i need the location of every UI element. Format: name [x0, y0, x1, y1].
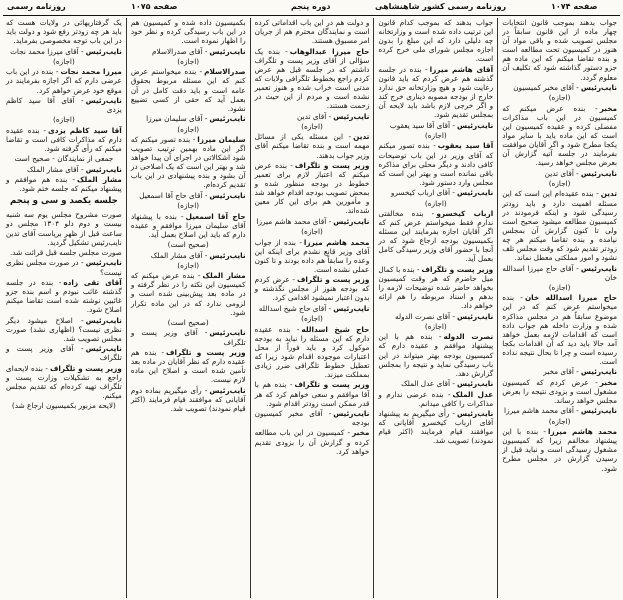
procedural-note: (لایحه مزبور بکمیسیون ارجاع شد) — [11, 401, 116, 411]
speech-text: - رأی میگیریم به پیشنهاد آقای ارباب کیخسرو آقایانی که موافقند قیام فرمایند (اکثر قیام نمودند) تصویب شد. — [378, 409, 494, 446]
session-heading: جلسه یکصد و سی و پنجم — [10, 196, 118, 207]
speech-text: - رأی میگیریم بماده دوم آقایانی که موافقند قیام فرمایند (اکثر قیام نمودند) تصویب شد. — [130, 385, 246, 413]
speech-text: - آقای حاج شیخ اسدالله — [258, 303, 332, 313]
speech-text: - بنده میخواستم عرض کنم که این مسئله مربوط بحقوق عامه است و باید دقت کامل در آن بعمل آید که حقی از کسی تضییع نشود. — [130, 67, 246, 113]
speech-entry — [255, 380, 370, 407]
speaker-name: عدل الملک — [452, 389, 494, 399]
speech-entry — [255, 325, 370, 380]
procedural-note: (صحیح است) — [167, 318, 209, 328]
speech-text: - آقای مخبر کمیسیون بودجه — [254, 409, 370, 428]
speaker-name: نایب‌رئیس — [209, 46, 246, 56]
speech-text: - بنده در این باب عرضی دارم که اگر اجازه بفرمایند در موقع خود عرض خواهم کرد. — [6, 67, 122, 95]
page-column — [2, 18, 126, 598]
speaker-name: نایب‌رئیس — [580, 406, 617, 416]
speech-entry — [255, 428, 370, 455]
procedural-note: (اجازه) — [53, 115, 75, 125]
speaker-name: نایب‌رئیس — [209, 250, 246, 260]
speaker-name: مخبر — [599, 103, 617, 113]
speech-entry — [255, 304, 370, 313]
speech-text: - آقای حاج میرزا اسدالله خان — [502, 263, 617, 282]
speaker-name: نایب‌رئیس — [209, 114, 246, 124]
speech-text: - بنده هم با آقا موافقم و سعی خواهم کرد که هر قدر ممکن است زودتر اقدام شود. — [254, 380, 370, 408]
procedural-note: (صحیح است) — [167, 240, 209, 250]
procedural-note: جمعی از نمایندگان - صحیح است — [14, 154, 114, 164]
speech-entry — [502, 104, 617, 168]
speech-text: - آقای ارباب کیخسرو — [390, 188, 456, 198]
speech-entry — [255, 47, 370, 111]
speech-entry — [255, 238, 370, 274]
speech-text: - بنده هم موافقم و پیشنهاد میکنم که جلسه ختم شود. — [6, 175, 122, 194]
speaker-name: حاج میرزا اسدالله خان — [524, 293, 617, 303]
speaker-name: نایب‌رئیس — [85, 164, 122, 174]
speaker-name: محمد هاشم میرزا — [303, 237, 370, 247]
procedural-note: (اجازه) — [177, 201, 200, 211]
speech-text: - بنده عرضی ندارم و مذاکرات را کافی میدانم. — [378, 389, 494, 408]
speech-text: - آقای محمد هاشم میرزا — [504, 406, 579, 416]
paragraph: بکمیسیون داده شده و کمیسیون هم در این باب رسیدگی کرده و نظر خود را اظهار نموده است. — [130, 18, 246, 46]
speech-entry — [6, 258, 122, 276]
speech-entry — [378, 390, 493, 408]
speaker-name: نایب‌رئیس — [209, 385, 246, 395]
speaker-name: میرزا محمد نجات — [60, 67, 122, 77]
speech-entry — [378, 141, 493, 186]
speaker-name: مخبر — [599, 377, 617, 387]
speech-text: - بنده یک سؤالی از آقای وزیر پست و تلگراف داشتم که در جلسه قبل هم عرض کردم راجع بخطوط تلگرافی ولایات که مدتی است خراب شده و هنوز تعمیر نشده است و مردم از این حیث در زحمت هستند. — [254, 46, 370, 111]
speech-entry — [378, 188, 493, 197]
speech-text: - در صورت مجلس نظری نیست؟ — [6, 258, 122, 277]
speaker-name: آقا سید یعقوب — [437, 141, 494, 151]
speech-entry — [502, 427, 617, 472]
speech-entry — [378, 312, 493, 321]
page-column — [497, 18, 621, 598]
speaker-name: تدین — [353, 132, 370, 142]
speech-text: - آقای آقا سید کاظم یزدی — [6, 95, 122, 115]
speech-text: - بنده عرض میکنم که کمیسیون در این باب مذاکرات مفصلی کرده و عقیده کمیسیون این است که این ماده باید با سایر مواد یکجا مطرح شود و اگر آقایان موافقت بفرمایند در جلسه آتیه گزارش آن بعرض مجلس خواهد رسید. — [502, 103, 617, 168]
speaker-name: نایب‌رئیس — [580, 82, 617, 92]
speech-entry — [502, 406, 617, 415]
speech-text: - بنده تصور میکنم که آقای وزیر در این باب توضیحات کافی دادند و دیگر محلی برای مذاکره باقی نمانده است و بهتر این است که مجلس وارد دستور شود. — [378, 141, 494, 187]
speech-entry — [378, 332, 493, 377]
speech-entry — [131, 135, 246, 190]
speech-text: - بنده با کمال میل حاضرم که هر وقت کمیسیون بخواهد حاضر شده توضیحات لازمه را بدهم و اسناد مربوطه را هم ارائه خواهم داد. — [378, 264, 494, 311]
speech-text: - آقای مخبر کمیسیون — [513, 82, 579, 92]
page-column — [373, 18, 497, 598]
speech-text: - بنده عقیده‌ام این است که این مسئله اهمیت دارد و باید زودتر رسیدگی شود و اینکه فرمودند در کمیسیون مطالعه میشود صحیح است ولی تا کنون گزارش آن بمجلس نیامده و بنده تقاضا میکنم هر چه زودتر تقدیم شود که وقت مجلس تلف نشود و امور مملکتی معطل نماند. — [502, 189, 617, 263]
speech-entry — [6, 175, 122, 193]
speech-entry — [502, 189, 617, 262]
speech-entry — [502, 264, 617, 282]
procedural-note: (اجازه) — [177, 260, 200, 270]
procedural-note: (اجازه) — [424, 198, 447, 208]
speech-entry — [131, 114, 246, 123]
speaker-name: حاج میرزا عبدالوهاب — [289, 46, 370, 56]
speaker-name: نایب‌رئیس — [457, 120, 494, 130]
page-column — [250, 18, 374, 598]
speech-entry — [6, 364, 122, 400]
procedural-note: (اجازه) — [548, 93, 571, 103]
speaker-name: نایب‌رئیس — [85, 46, 122, 56]
speech-entry — [131, 251, 246, 260]
masthead-newspaper-title: روزنامه رسمی کشور شاهنشاهی — [375, 2, 507, 11]
masthead-right-page-number: صفحه ۱۰۷۴ — [551, 2, 598, 11]
speech-entry — [502, 367, 617, 376]
paragraph: جواب بدهند که بموجب کدام قانون این ترتیب داده شده است و وزارتخانه چه دلیلی دارد که این مبلغ را بدون اجازه مجلس شورای ملی خرج کرده است. — [378, 18, 494, 64]
speaker-name: نایب‌رئیس — [333, 303, 370, 313]
speech-text: - آقای آقا سید یعقوب — [389, 120, 456, 130]
speech-text: - بنده عرض میکنم که اعتبار لازم برای تعمیر خطوط در بودجه منظور شده و بمحض تصویب بودجه اقدام خواهد شد و مأمورین هم برای این کار معین شده‌اند. — [254, 160, 370, 216]
speech-text: - آقای تدین — [297, 111, 332, 121]
speech-text: - آقای میرزا محمد نجات — [10, 46, 84, 56]
speech-text: - بنده عقیده دارم که این مسئله را نباید به بودجه موکول کرد و باید فوراً از محل اعتبارات موجوده اقدام شود زیرا که تعطیل خطوط تلگرافی ضرر زیادی بمملکت میزند. — [254, 324, 370, 380]
speech-text: - آقای تدین — [544, 168, 579, 178]
procedural-note: (اجازه) — [177, 124, 200, 134]
procedural-note: (اجازه) — [301, 314, 323, 324]
speech-text: - بنده عقیده دارم که مذاکرات کافی است و تقاضا میکنم که رأی گرفته شود. — [6, 125, 122, 153]
speech-entry — [378, 409, 493, 445]
speech-entry — [6, 344, 122, 362]
speaker-name: وزیر پست و تلگراف — [49, 363, 122, 373]
speech-text: - بنده عرض میکنم که کمیسیون این نکته را در نظر گرفته و در ماده بعد پیش‌بینی شده است و لزومی ندارد که در این ماده تکرار شود. — [130, 271, 246, 317]
paragraph: جواب بدهند بموجب قانون انتخابات چهار ماده از این قانون سابقاً در مجلس تصویب شده و باقی مواد آن هنوز در کمیسیون تحت مطالعه است و بنده تقاضا میکنم که این ماده هم جزو دستور گذاشته شود که تکلیف آن معلوم گردد. — [502, 18, 617, 82]
speaker-name: محمد هاشم میرزا — [547, 427, 617, 437]
speaker-name: مشار الملک — [202, 271, 246, 281]
speech-text: - آقای مشار الملک — [150, 250, 208, 260]
speech-entry — [6, 316, 122, 343]
speaker-name: تدین — [600, 189, 617, 199]
speech-entry — [6, 67, 122, 94]
speech-text: - آقای مخبر — [543, 367, 579, 377]
speech-text: - بنده مخالفتی ندارم فقط میخواستم عرض کنم که اگر آقایان اجازه بفرمایند این مسئله بکمیسیون بودجه ارجاع شود که در آنجا با حضور آقای وزیر رسیدگی کامل بعمل آید. — [378, 208, 494, 264]
speech-text: - بنده هم با این پیشنهاد موافقم و عقیده دارم که کمیسیون بودجه بهتر میتواند در این باب رسیدگی نماید و نتیجه را بمجلس گزارش دهد. — [378, 332, 494, 378]
speech-entry — [131, 271, 246, 316]
speech-entry — [6, 278, 122, 314]
speech-entry — [255, 409, 370, 427]
speech-entry — [255, 112, 370, 121]
procedural-note: (اجازه) — [301, 227, 323, 237]
speaker-name: وزیر پست و تلگراف — [166, 347, 246, 357]
speech-text: - کمیسیون در این باب مطالعه کرده و گزارش آن را بزودی تقدیم خواهد کرد. — [254, 428, 370, 456]
speech-entry — [502, 169, 617, 178]
paragraph: و دولت هم در این باب اقداماتی کرده است و نمایندگان محترم هم از جریان امر مسبوق هستند. — [254, 18, 370, 46]
speaker-name: نایب‌رئیس — [580, 263, 617, 273]
speaker-name: آقای هاشم میرزا — [429, 64, 494, 74]
speech-entry — [378, 379, 493, 388]
speech-entry — [502, 83, 617, 92]
speech-entry — [378, 121, 493, 130]
speech-text: - آقای وزیر پست و تلگراف — [130, 328, 246, 347]
speech-entry — [131, 328, 246, 346]
masthead-left-page-number: صفحه ۱۰۷۵ — [131, 2, 178, 11]
procedural-note: (اجازه) — [548, 179, 571, 189]
speaker-name: صدرالاسلام — [204, 67, 246, 77]
speech-text: - بنده لایحه‌ای راجع به تشکیلات وزارت پست و تلگراف تهیه کرده‌ام که تقدیم مجلس میکنم. — [6, 363, 122, 400]
masthead-period: دوره پنجم — [291, 2, 331, 11]
speaker-name: حاج شیخ اسدالله — [301, 324, 370, 334]
speech-entry — [6, 165, 122, 174]
speech-text: - بنده با پیشنهاد آقای سلیمان میرزا موافقم و عقیده دارم که باید این اصلاح بعمل آید. — [130, 211, 246, 239]
speech-entry — [378, 65, 493, 120]
speech-entry — [502, 293, 617, 366]
speech-entry — [131, 386, 246, 413]
speech-entry — [6, 96, 122, 114]
procedural-note: (اجازه) — [548, 283, 571, 292]
speaker-name: نایب‌رئیس — [580, 168, 617, 178]
speech-text: - آقای صدرالاسلام — [151, 46, 208, 56]
procedural-note: (اجازه) — [424, 131, 447, 141]
procedural-note: (اجازه) — [424, 321, 447, 331]
speaker-name: نایب‌رئیس — [457, 379, 494, 389]
speech-entry — [378, 209, 493, 264]
speech-text: - بنده میخواستم عرض کنم که در این موضوع سابقاً هم در مجلس مذاکره شده و وزارت داخله هم جواب داده است که اقدامات لازمه بعمل خواهد آمد حالا باید دید که آن اقدامات بکجا رسیده است و چرا تا بحال نتیجه نداده است. — [502, 293, 617, 367]
speech-entry — [131, 348, 246, 384]
speech-text: - آقای نصرت الدوله — [394, 311, 456, 321]
speech-text: - بنده از جواب آقای وزیر قانع نشدم برای اینکه این وعده را سابقاً هم داده بودند و تا کنون عملی نشده است. — [254, 237, 370, 274]
speaker-name: مشار الملک — [76, 175, 122, 185]
speech-text: - آقای عدل الملک — [401, 379, 456, 389]
speaker-name: نایب‌رئیس — [85, 258, 122, 268]
speaker-name: نایب‌رئیس — [580, 367, 617, 377]
paragraph: صورت مجلس جلسه قبل قرائت شد. — [9, 248, 122, 258]
procedural-note: (اجازه) — [53, 56, 75, 66]
speaker-name: نایب‌رئیس — [209, 328, 246, 338]
speaker-name: ارباب کیخسرو — [436, 208, 494, 218]
speaker-name: نایب‌رئیس — [457, 311, 494, 321]
speech-text: - بنده با این پیشنهاد مخالفم زیرا که کمیسیون مشغول رسیدگی است و نباید قبل از رسیدن گزارش در مجلس مطرح شود. — [502, 427, 617, 473]
speech-entry — [502, 378, 617, 405]
page-column — [126, 18, 250, 598]
speech-entry — [131, 212, 246, 239]
speech-entry — [255, 275, 370, 302]
masthead-left-title: روزنامه رسمی — [7, 2, 66, 11]
speech-text: - بنده تصور میکنم که اگر این ماده بهمین ترتیب تصویب شود اشکالاتی در اجرای آن پیدا خواهد شد و بهتر این است که یک اصلاحی در آن بشود و بنده پیشنهادی در این باب تقدیم کرده‌ام. — [130, 134, 246, 190]
speech-entry — [378, 265, 493, 310]
speaker-name: نایب‌رئیس — [209, 190, 246, 200]
procedural-note: (اجازه) — [301, 121, 323, 131]
speaker-name: مخبر — [352, 428, 370, 438]
speaker-name: سلیمان میرزا — [197, 134, 246, 144]
speech-text: - آقای مشار الملک — [27, 164, 84, 174]
speech-text: - عرض کردم که بودجه هنوز از مجلس نگذشته و بدون اعتبار نمیشود اقدامی کرد. — [254, 275, 370, 303]
speech-text: - عرض کردم که کمیسیون مشغول است و بزودی نتیجه را بعرض مجلس خواهد رساند. — [502, 377, 617, 406]
speech-entry — [6, 126, 122, 153]
speaker-name: نایب‌رئیس — [333, 111, 370, 121]
speech-entry — [131, 67, 246, 112]
speech-entry — [131, 47, 246, 56]
speaker-name: نایب‌رئیس — [333, 409, 370, 418]
speech-text: - این مسئله یکی از مسائل مهمه است و بنده تقاضا میکنم آقای وزیر جواب بدهند. — [254, 132, 370, 160]
speech-text: - آقای وزیر پست و تلگراف — [6, 344, 122, 363]
speech-text: - آقای حاج آقا اسمعیل — [139, 190, 208, 200]
speech-text: - آقای سلیمان میرزا — [146, 114, 208, 124]
speech-entry — [255, 161, 370, 216]
speech-entry — [131, 191, 246, 200]
paragraph: یک گرفتاریهائی در ولایات هست که باید هر چه زودتر رفع شود و دولت باید در این باب توجه مخصوصی بفرماید. — [6, 18, 122, 46]
speech-text: - بنده هم عقیده دارم که نظر آقایان در ماده بعد تأمین شده است و اصلاح این ماده لازم نیست. — [130, 347, 246, 385]
speech-entry — [255, 132, 370, 159]
speaker-name: وزیر پست و تلگراف — [294, 160, 370, 170]
speaker-name: حاج آقا اسمعیل — [185, 211, 246, 221]
speech-text: - بنده در جلسه گذشته هم عرض کردم که باید قانون رعایت شود و هیچ وزارتخانه حق ندارد خارج از بودجه مصوبه دیناری خرج کند و اگر خرجی لازم باشد باید لایحه آن بمجلس تقدیم شود. — [378, 64, 494, 120]
procedural-note: (اجازه) — [177, 56, 200, 66]
speaker-name: آقا سید کاظم یزدی — [48, 125, 122, 135]
speaker-name: آقای تقی زاده — [63, 277, 122, 287]
speech-entry — [6, 47, 122, 56]
speaker-name: نایب‌رئیس — [85, 344, 122, 354]
columns-area — [2, 18, 621, 598]
speaker-name: نایب‌رئیس — [85, 315, 122, 325]
speaker-name: نایب‌رئیس — [85, 95, 122, 105]
speaker-name: نایب‌رئیس — [333, 216, 370, 226]
speaker-name: نایب‌رئیس — [457, 188, 494, 198]
speech-entry — [255, 217, 370, 226]
procedural-note: (اجازه) — [548, 416, 571, 426]
masthead — [3, 0, 620, 16]
speech-text: - آقای محمد هاشم میرزا — [256, 216, 332, 226]
speech-text: - بنده در جلسه گذشته غائب نبودم و اسم بنده جزو غائبین نوشته شده است تقاضا میکنم اصلاح شود. — [6, 277, 122, 315]
speaker-name: نصرت الدوله — [443, 332, 494, 342]
speaker-name: وزیر پست و تلگراف — [296, 275, 370, 285]
speaker-name: وزیر پست و تلگراف — [294, 380, 370, 390]
speaker-name: وزیر پست و تلگراف — [421, 264, 494, 274]
speaker-name: نایب‌رئیس — [457, 409, 494, 418]
speech-text: - اصلاح میشود دیگر نظری نیست؟ (اظهاری نشد) صورت مجلس تصویب شد. — [6, 315, 122, 343]
paragraph: صورت مشروح مجلس یوم سه شنبه بیست و دوم دلو ۱۳۰۴ مجلس دو ساعت قبل از ظهر بریاست آقای تدین نایب‌رئیس تشکیل گردید. — [6, 210, 122, 247]
